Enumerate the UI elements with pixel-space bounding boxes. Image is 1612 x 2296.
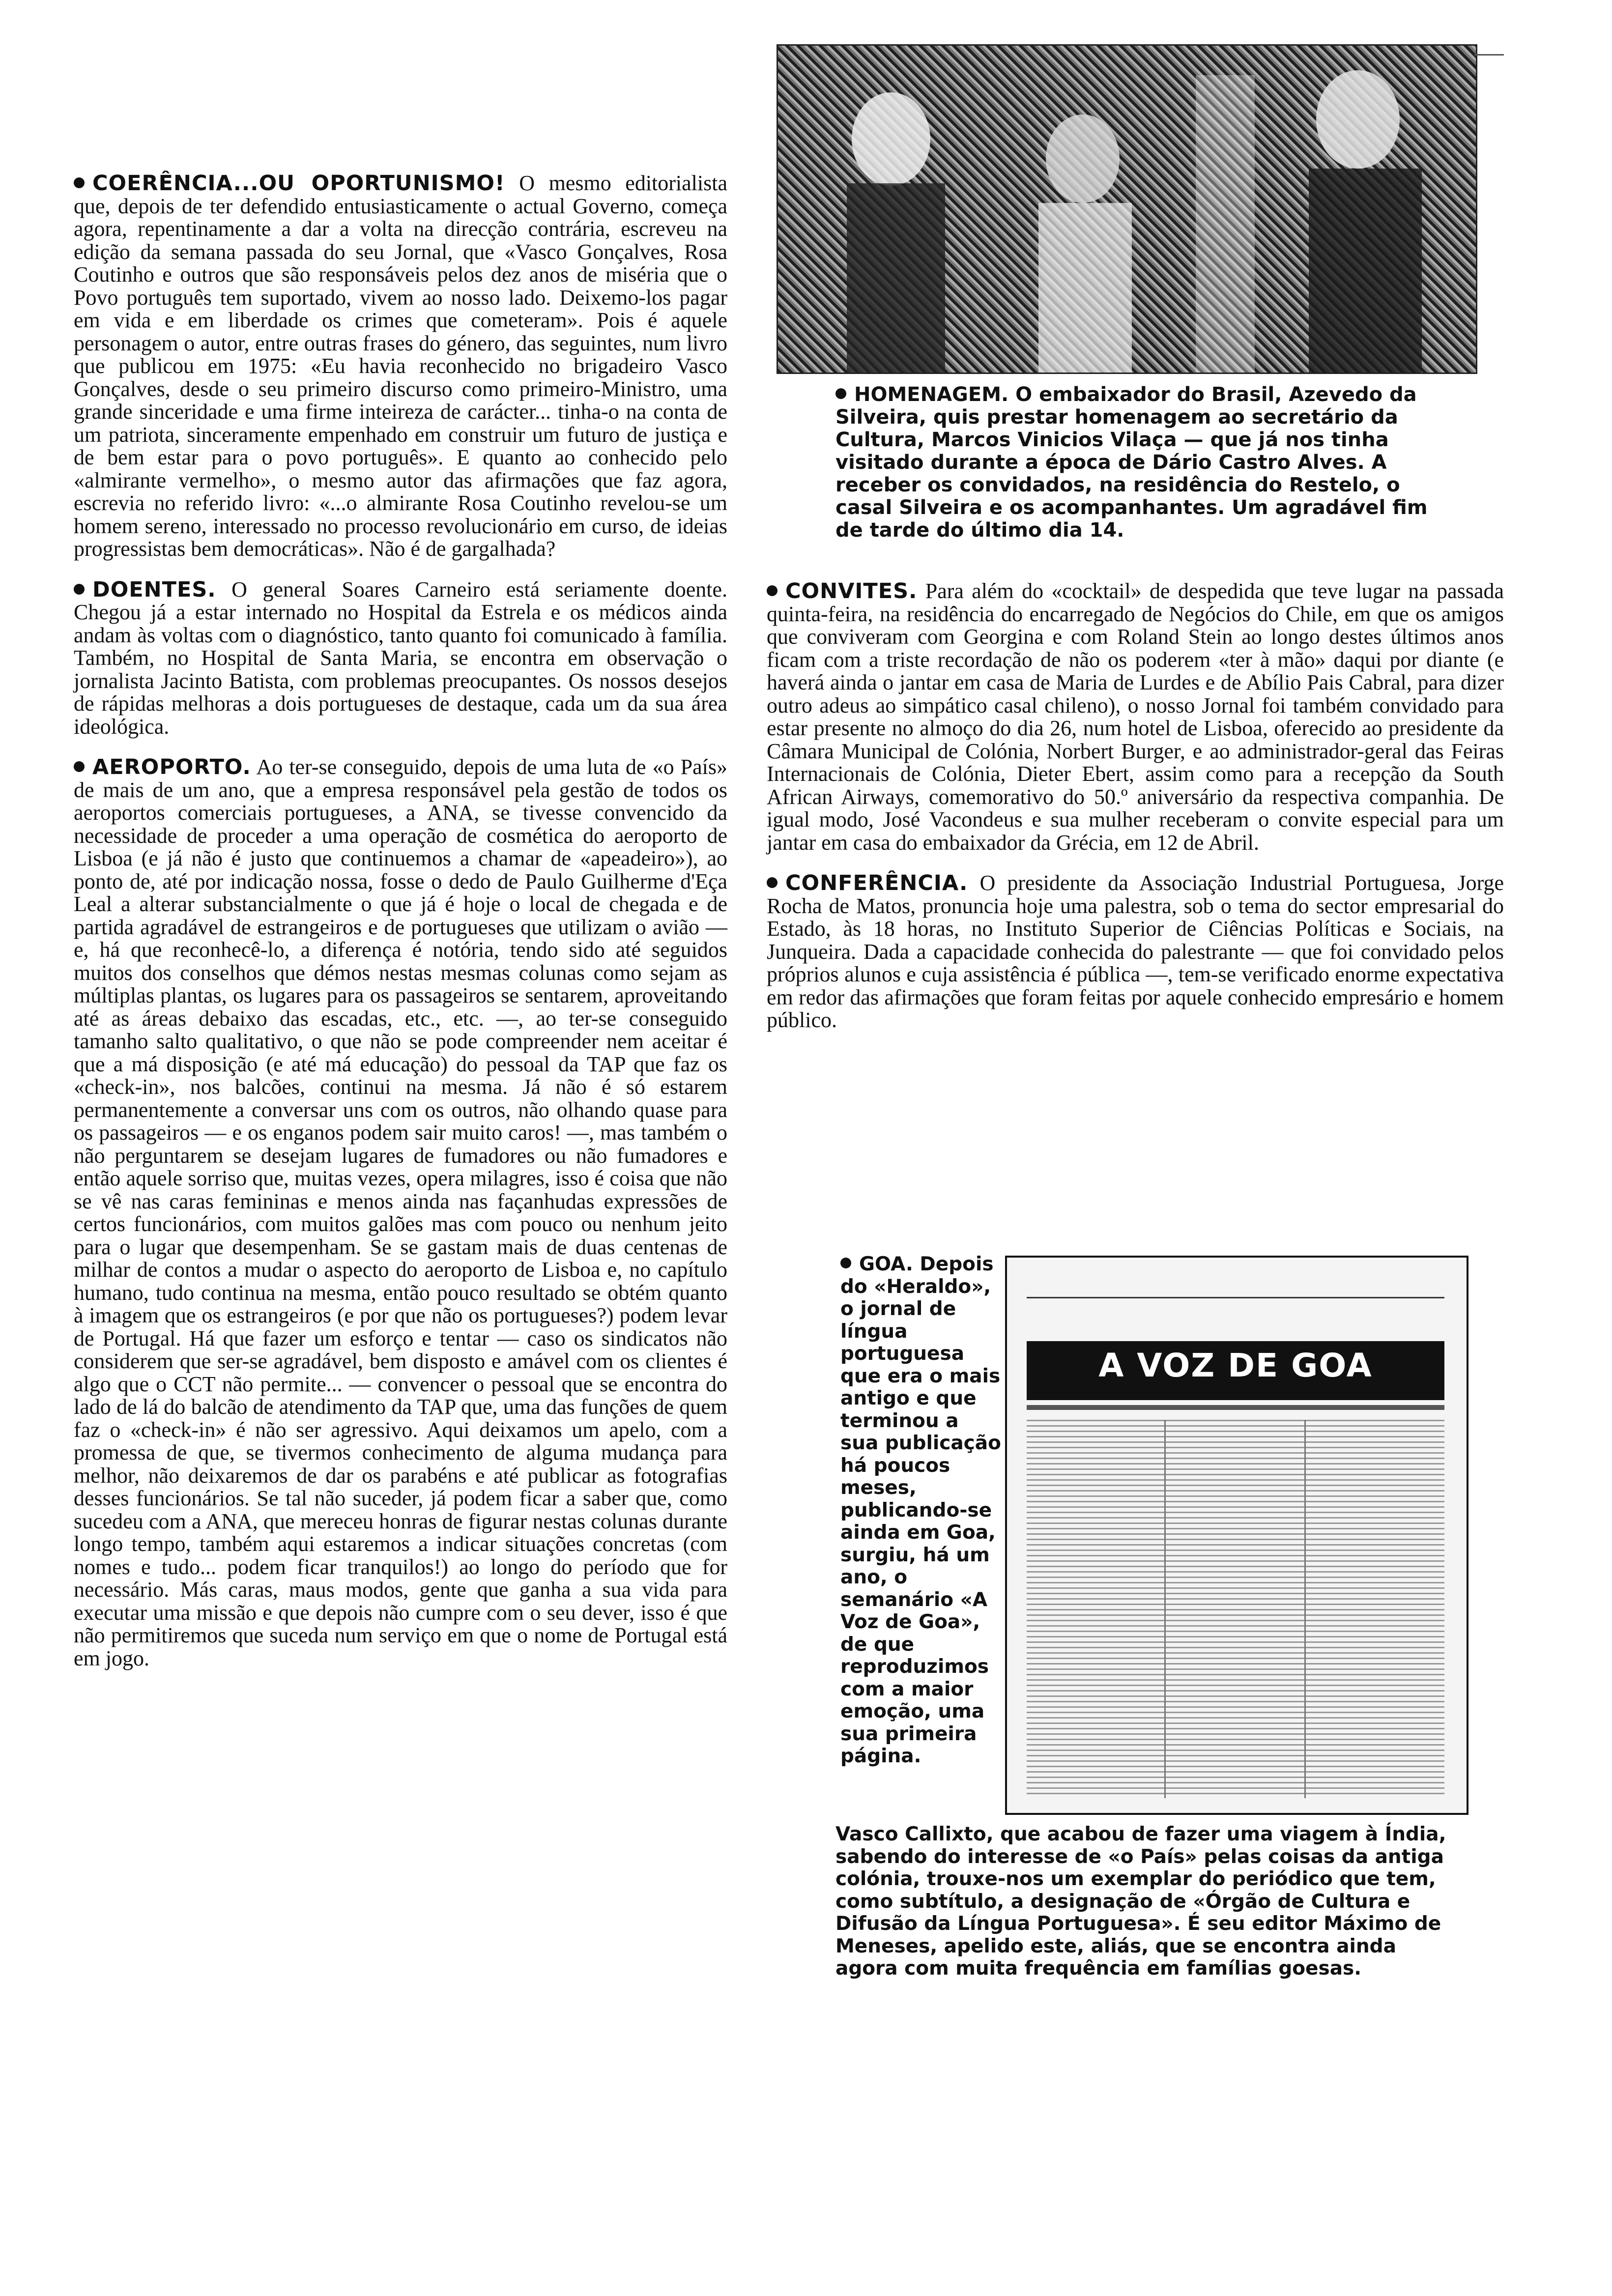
caption-body: O embaixador do Brasil, Azevedo da Silveira, quis prestar homenagem ao secretário da Cultura, Marcos Vinicios Vilaça — que já nos tinha visitado durante a época de Dário Castro Alves. A receber os convidados, na residência do Restelo, o casal Silveira e os acompanhantes. Um agradável fim de tarde do último dia 14.	[835, 383, 1428, 542]
goa-heading: GOA.	[859, 1253, 913, 1275]
newspaper-reproduction	[1005, 1256, 1468, 1815]
left-column	[74, 172, 727, 1688]
photo-figures	[778, 46, 1476, 373]
newspaper-rule	[1027, 1297, 1444, 1298]
goa-narrow-text	[840, 1253, 1003, 1768]
photo-caption	[835, 383, 1450, 542]
article-body: O general Soares Carneiro está seriamente doente. Chegou já a estar internado no Hospital da Estrela e os médicos ainda andam às voltas com o diagnóstico, tanto quanto foi comunicado à família. Também, no Hospital de Santa Maria, se encontra em observação o jornalista Jacinto Batista, com problemas preocupantes. Os nossos desejos de rápidas melhoras a dois portugueses de destaque, cada um da sua área ideológica.	[74, 577, 727, 739]
article-heading: COERÊNCIA...OU OPORTUNISMO!	[92, 171, 505, 196]
goa-wide-text: Vasco Callixto, que acabou de fazer uma viagem à Índia, sabendo do interesse de «o País» pelas coisas da antiga colónia, trouxe-nos um exemplar do periódico que tem, como subtítulo, a designação de «Órgão de Cultura e Difusão da Língua Portuguesa». É seu editor Máximo de Meneses, apelido este, aliás, que se encontra ainda agora com muita frequência em famílias goesas.	[835, 1823, 1446, 1980]
article-heading: AEROPORTO.	[92, 755, 251, 779]
goa-body-narrow: Depois do «Heraldo», o jornal de língua portuguesa que era o mais antigo e que terminou a sua publicação há poucos meses, publicando-se ainda em Goa, surgiu, há um ano, o semanário «A Voz de Goa», de que reproduzimos com a maior emoção, uma sua primeira página.	[840, 1253, 1001, 1767]
scan-artifact	[1474, 54, 1504, 56]
homenagem-photo	[777, 44, 1477, 374]
bullet-icon	[840, 1258, 851, 1268]
newspaper-columns	[1027, 1420, 1444, 1798]
bullet-icon	[767, 877, 777, 888]
bullet-icon	[74, 177, 85, 188]
bullet-icon	[74, 761, 85, 772]
article-doentes	[74, 578, 727, 739]
article-body: O mesmo editorialista que, depois de ter defendido entusiasticamente o actual Governo, começa agora, repentinamente a dar a volta na direcção contrária, escreveu na edição da semana passada do seu Jornal, que «Vasco Gonçalves, Rosa Coutinho e outros que são responsáveis pelos dez anos de miséria que o Povo português tem suportado, vivem ao nosso lado. Deixemo-los pagar em vida e em liberdade os crimes que cometeram». Pois é aquele personagem o autor, entre outras frases do género, das seguintes, num livro que publicou em 1975: «Eu havia reconhecido no brigadeiro Vasco Gonçalves, desde o seu primeiro discurso como primeiro-Ministro, uma grande sinceridade e uma firme inteireza de carácter... tinha-o na conta de um patriota, sinceramente empenhado em construir um futuro de justiça e de bem estar para o povo português». E quanto ao conhecido pelo «almirante vermelho», o mesmo autor das afirmações que faz agora, escrevia no referido livro: «...o almirante Rosa Coutinho revelou-se um homem sereno, interessado no processo revolucionário em curso, de ideias progressistas bem democráticas». Não é de gargalhada?	[74, 171, 728, 561]
article-heading: DOENTES.	[92, 577, 216, 602]
article-heading: CONVITES.	[785, 579, 918, 603]
article-body: O presidente da Associação Industrial Portuguesa, Jorge Rocha de Matos, pronuncia hoje uma palestra, sob o tema do sector empresarial do Estado, às 18 horas, no Instituto Superior de Ciências Políticas e Sociais, na Junqueira. Dada a capacidade conhecida do palestrante — que foi convidado pelos próprios alunos e cuja assistência é pública —, tem-se verificado enorme expectativa em redor das afirmações que foram feitas por aquele conhecido empresário e homem público.	[767, 871, 1504, 1032]
newspaper-masthead: A VOZ DE GOA	[1027, 1341, 1444, 1400]
article-body: Para além do «cocktail» de despedida que teve lugar na passada quinta-feira, na residência do encarregado de Negócios do Chile, em que os amigos que conviveram com Georgina e com Roland Stein ao longo destes últimos anos ficam com a triste recordação de não os poderem «ter à mão» daqui por diante (e haverá ainda o jantar em casa de Maria de Lurdes e de Abílio Pais Cabral, para dizer outro adeus ao simpático casal chileno), o nosso Jornal foi também convidado para estar presente no almoço do dia 26, num hotel de Lisboa, oferecido ao presidente da Câmara Municipal de Colónia, Norbert Burger, e ao administrador-geral das Feiras Internacionais de Colónia, Dieter Ebert, assim como para a recepção da South African Airways, comemorativo do 50.º aniversário da respectiva companhia. De igual modo, José Vacondeus e sua mulher receberam o convite especial para um jantar em casa do embaixador da Grécia, em 12 de Abril.	[767, 579, 1504, 855]
right-column	[767, 580, 1504, 1050]
article-aeroporto	[74, 756, 727, 1670]
bullet-icon	[74, 584, 85, 595]
article-convites	[767, 580, 1504, 854]
article-heading: CONFERÊNCIA.	[785, 871, 968, 895]
article-body: Ao ter-se conseguido, depois de uma luta de «o País» de mais de um ano, que a empresa responsável pela gestão de todos os aeroportos comerciais portugueses, a ANA, se tivesse convencido da necessidade de proceder a uma operação de cosmética do aeroporto de Lisboa (e já não é justo que continuemos a chamar de «apeadeiro»), ao ponto de, até por indicação nossa, fosse o dedo de Paulo Guilherme d'Eça Leal a alterar substancialmente o que já é hoje o local de chegada e de partida agradável de estrangeiros e de portugueses que utilizam o avião — e, há que reconhecê-lo, a diferença é notória, tendo sido até seguidos muitos dos conselhos que démos nestas mesmas colunas como sejam as múltiplas plantas, os lugares para os passageiros se sentarem, aproveitando até as áreas debaixo das escadas, etc., etc. —, ao ter-se conseguido tamanho salto qualitativo, o que não se pode compreender nem aceitar é que a má disposição (e até má educação) do pessoal da TAP que faz os «check-in», nos balcões, continui na mesma. Já não é só estarem permanentemente a conversar uns com os outros, não olhando quase para os passageiros — e os enganos podem sair muito caros! —, mas também o não perguntarem se desejam lugares de fumadores ou não fumadores e então aquele sorriso que, muitas vezes, opera milagres, isso é coisa que não se vê nas caras femininas e menos ainda nas façanhudas expressões de certos funcionários, com muitos galões mas com pouco ou nenhum jeito para o lugar que desempenham. Se se gastam mais de duas centenas de milhar de contos a mudar o aspecto do aeroporto de Lisboa e, no capítulo humano, tudo continua na mesma, então pouco resultado se obtém quanto à imagem que os estrangeiros (e por que não os portugueses?) podem levar de Portugal. Há que fazer um esforço e tentar — caso os sindicatos não considerem que ser-se agradável, bem disposto e amável com os clientes é algo que o CCT não permite... — convencer o pessoal que se encontra do lado de lá do balcão de atendimento da TAP que, uma das funções de quem faz o «check-in» é não ser agressivo. Aqui deixamos um apelo, com a promessa de que, se tivermos conhecimento de alguma mudança para melhor, não deixaremos de dar os parabéns e até publicar as fotografias desses funcionários. Se tal não suceder, já podem ficar a saber que, como sucedeu com a ANA, que mereceu honras de figurar nestas colunas durante longo tempo, também aqui estaremos a indicar situações concretas (com nomes e tudo... podem ficar tranquilos!) ao longo do período que for necessário. Más caras, maus modos, gente que ganha a sua vida para executar uma missão e que depois não cumpre com o seu dever, isso é que não permitiremos que suceda num serviço em que o nome de Portugal está em jogo.	[74, 755, 728, 1670]
bullet-icon	[767, 585, 777, 596]
article-conferencia	[767, 872, 1504, 1032]
bullet-icon	[835, 388, 846, 399]
caption-heading: HOMENAGEM.	[854, 383, 1009, 406]
newspaper-subtitle-bar	[1027, 1405, 1444, 1410]
article-coerencia	[74, 172, 727, 561]
